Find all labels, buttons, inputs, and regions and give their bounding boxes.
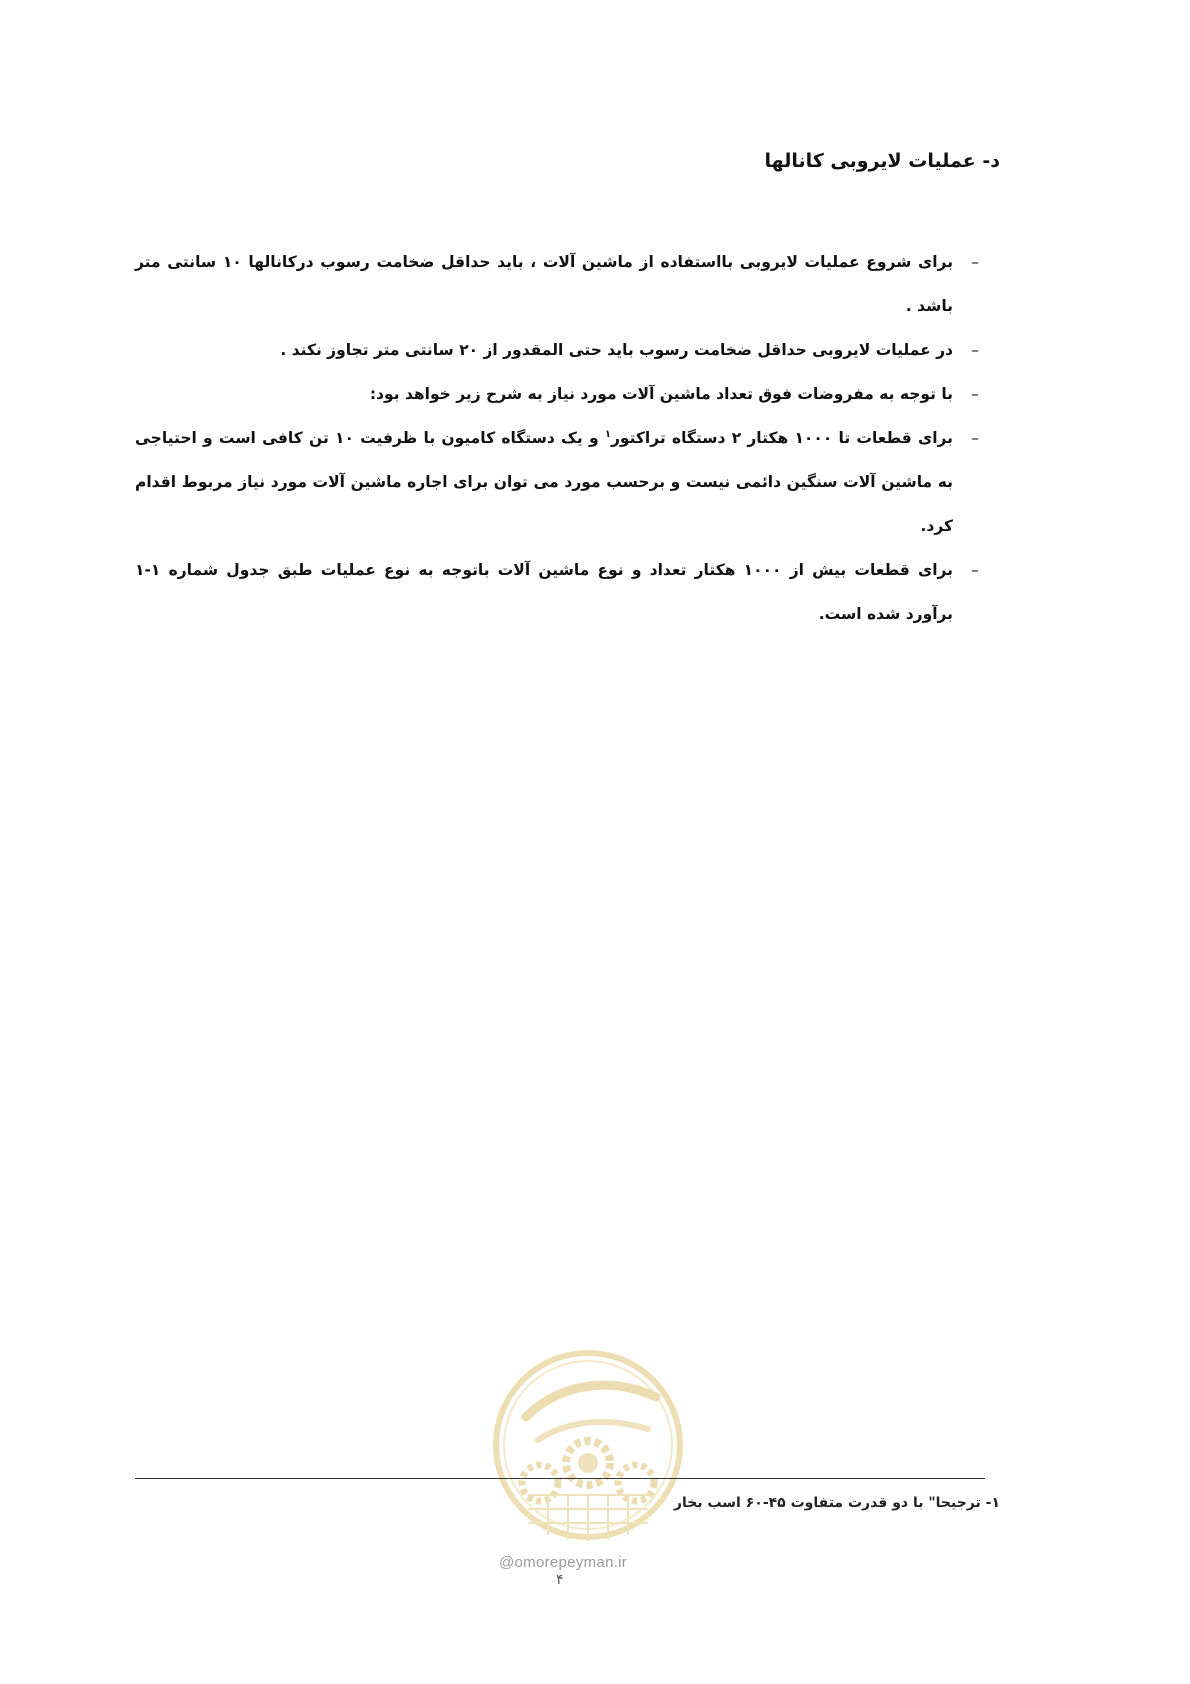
footnote-reference[interactable]: ۱	[604, 428, 611, 440]
page-number: ۴	[556, 1572, 564, 1588]
list-item	[135, 328, 985, 372]
footnote-text: ۱- ترجیحا" با دو قدرت متفاوت ۴۵-۶۰ اسب بخار	[673, 1495, 1000, 1511]
footnote-separator	[135, 1478, 985, 1479]
body-list	[135, 240, 985, 636]
list-item-text: با توجه به مفروضات فوق تعداد ماشین آلات مورد نیاز به شرح زیر خواهد بود:	[369, 385, 953, 403]
list-item-text: برای قطعات تا ۱۰۰۰ هکتار ۲ دستگاه تراکتور	[610, 429, 954, 447]
bullet-dash: –	[971, 385, 979, 403]
list-item	[135, 416, 985, 548]
list-item-text: برای شروع عملیات لایروبی بااستفاده از ماشین آلات ، باید حداقل ضخامت رسوب درکانالها ۱۰ سانتی متر باشد .	[135, 253, 954, 315]
bullet-dash: –	[971, 253, 979, 271]
list-item	[135, 372, 985, 416]
list-item-text: برای قطعات بیش از ۱۰۰۰ هکتار تعداد و نوع ماشین آلات باتوجه به نوع عملیات طبق جدول شماره ۱-۱ برآورد شده است.	[135, 561, 953, 623]
watermark-url: @omorepeyman.ir	[499, 1554, 628, 1571]
list-item	[135, 548, 985, 636]
gears-and-scales-logo-icon	[488, 1345, 688, 1555]
list-item	[135, 240, 985, 328]
bullet-dash: –	[971, 429, 979, 447]
list-item-text: در عملیات لایروبی حداقل ضخامت رسوب باید حتی المقدور از ۲۰ سانتی متر تجاوز نکند .	[280, 341, 953, 359]
bullet-dash: –	[971, 561, 979, 579]
list-item-text-continued: و یک دستگاه کامیون با ظرفیت ۱۰ تن کافی است و احتیاجی به ماشین آلات سنگین دائمی نیست و برحسب مورد می توان برای اجاره ماشین آلات مورد نیاز مربوط اقدام کرد.	[135, 429, 953, 535]
section-heading: د- عملیات لایروبی کانالها	[764, 150, 1000, 172]
bullet-dash: –	[971, 341, 979, 359]
